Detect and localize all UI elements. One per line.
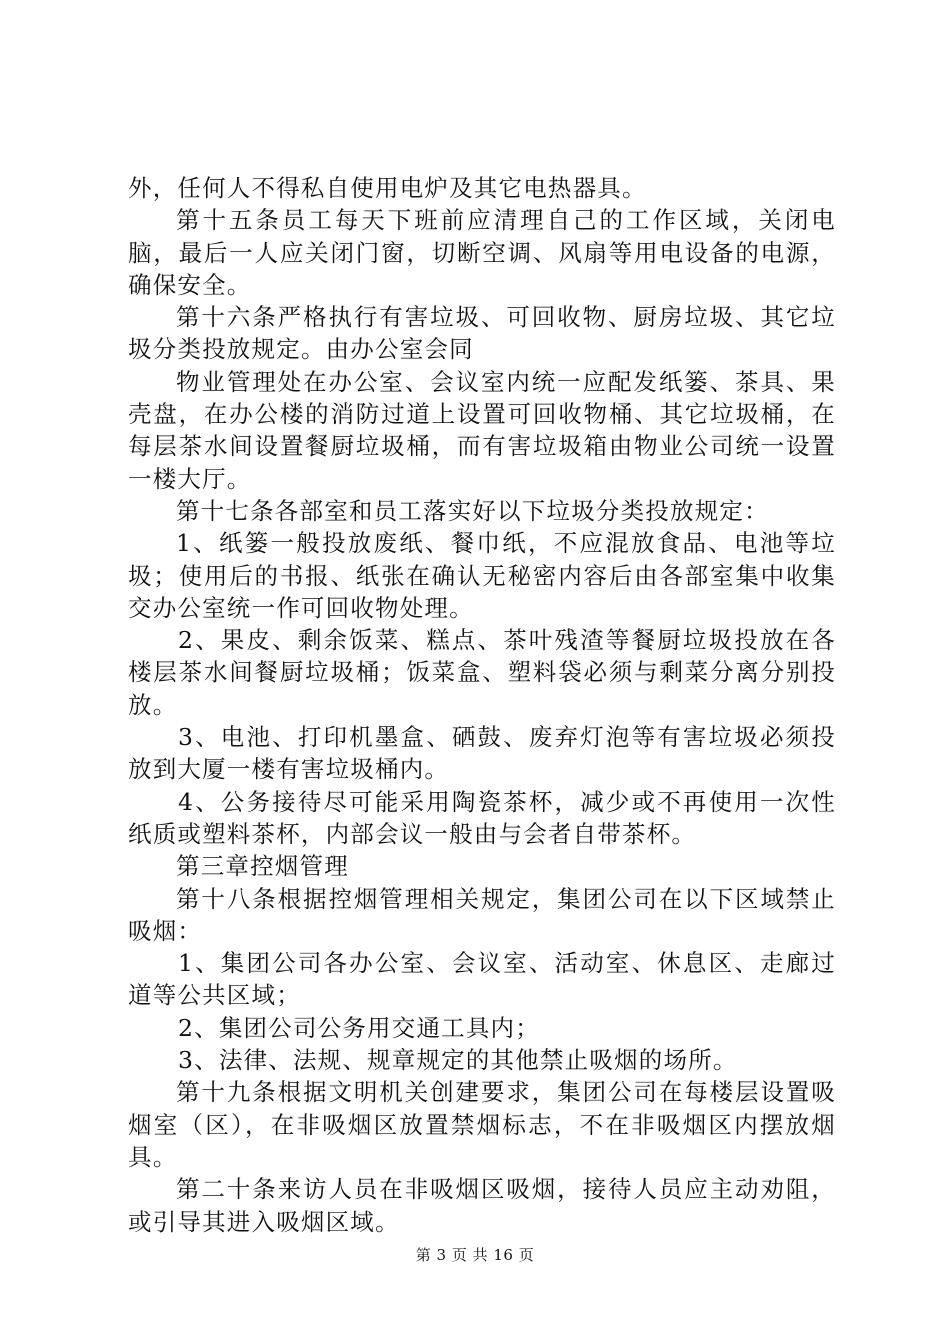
list-item-smoking-2: 2、集团公司公务用交通工具内； <box>178 1013 540 1042</box>
document-body <box>128 172 836 1238</box>
paragraph-article-17: 第十七条各部室和员工落实好以下垃圾分类投放规定： <box>176 496 769 525</box>
list-item-smoking-3: 3、法律、法规、规章规定的其他禁止吸烟的场所。 <box>178 1046 738 1075</box>
paragraph-article-19: 第十九条根据文明机关创建要求，集团公司在每楼层设置吸烟室（区），在非吸烟区放置禁烟标志，不在非吸烟区内摆放烟具。 <box>128 1078 836 1171</box>
paragraph-article-15: 第十五条员工每天下班前应清理自己的工作区域，关闭电脑，最后一人应关闭门窗，切断空调、风扇等用电设备的电源，确保安全。 <box>128 206 836 299</box>
paragraph-continuation: 外，任何人不得私自使用电炉及其它电热器具。 <box>128 174 647 202</box>
list-item-waste-4: 4、公务接待尽可能采用陶瓷茶杯，减少或不再使用一次性纸质或塑料茶杯，内部会议一般由与会者自带茶杯。 <box>128 787 836 848</box>
chapter-heading: 第三章控烟管理 <box>176 852 349 881</box>
list-item-smoking-1: 1、集团公司各办公室、会议室、活动室、休息区、走廊过道等公共区域； <box>128 949 836 1010</box>
paragraph-property-management: 物业管理处在办公室、会议室内统一应配发纸篓、茶具、果壳盘，在办公楼的消防过道上设置可回收物桶、其它垃圾桶，在每层茶水间设置餐厨垃圾桶，而有害垃圾箱由物业公司统一设置一楼大厅。 <box>128 367 836 493</box>
list-item-waste-2: 2、果皮、剩余饭菜、糕点、茶叶残渣等餐厨垃圾投放在各楼层茶水间餐厨垃圾桶；饭菜盒、塑料袋必须与剩菜分离分别投放。 <box>128 626 836 719</box>
paragraph-article-16: 第十六条严格执行有害垃圾、可回收物、厨房垃圾、其它垃圾分类投放规定。由办公室会同 <box>128 303 836 364</box>
paragraph-article-18: 第十八条根据控烟管理相关规定，集团公司在以下区域禁止吸烟： <box>128 884 836 945</box>
page-number-footer: 第 3 页 共 16 页 <box>415 1246 535 1264</box>
list-item-waste-1: 1、纸篓一般投放废纸、餐巾纸，不应混放食品、电池等垃圾；使用后的书报、纸张在确认无秘密内容后由各部室集中收集交办公室统一作可回收物处理。 <box>128 529 836 622</box>
paragraph-article-20: 第二十条来访人员在非吸烟区吸烟，接待人员应主动劝阻，或引导其进入吸烟区域。 <box>128 1175 836 1236</box>
list-item-waste-3: 3、电池、打印机墨盒、硒鼓、废弃灯泡等有害垃圾必须投放到大厦一楼有害垃圾桶内。 <box>128 723 836 784</box>
